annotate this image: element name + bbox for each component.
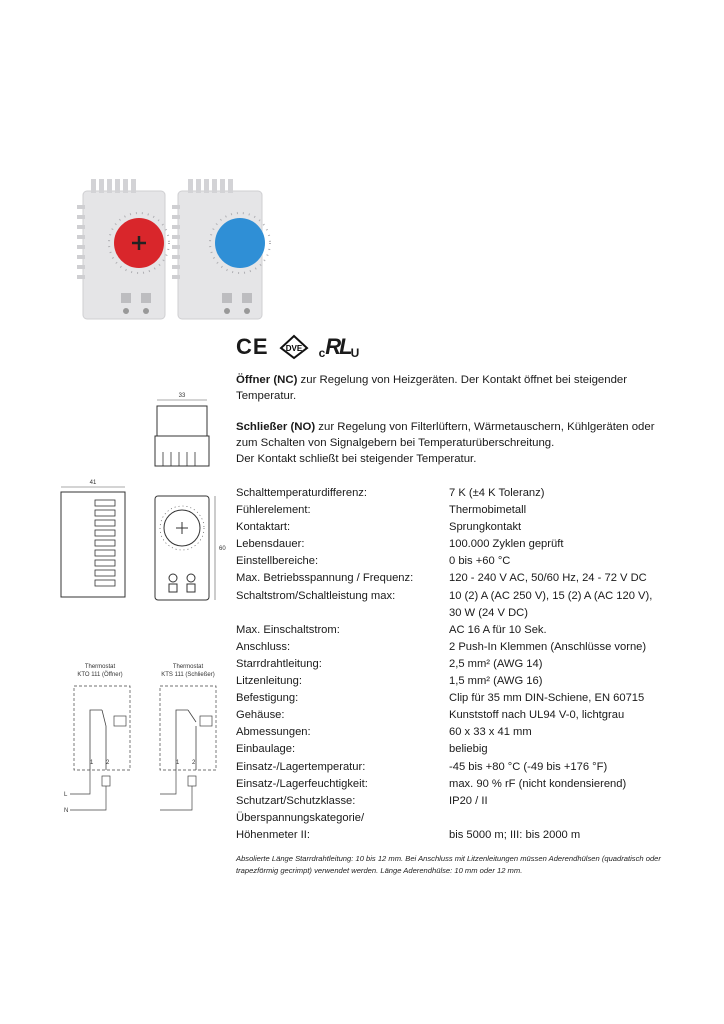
product-image-kto-red xyxy=(77,175,169,325)
spec-row xyxy=(236,553,676,570)
spec-label: Abmessungen: xyxy=(236,726,311,739)
svg-text:KTO 111 (Öffner): KTO 111 (Öffner) xyxy=(77,672,123,678)
spec-label: Gehäuse: xyxy=(236,709,285,722)
nc-description: Öffner (NC) zur Regelung von Heizgeräten. Der Kontakt öffnet bei steigender Temperatur. xyxy=(236,374,628,402)
spec-label: Befestigung: xyxy=(236,692,299,705)
spec-value: AC 16 A für 10 Sek. xyxy=(449,623,547,636)
spec-row xyxy=(236,776,676,793)
spec-label: Max. Betriebsspannung / Frequenz: xyxy=(236,572,414,585)
spec-row xyxy=(236,622,676,639)
svg-text:33: 33 xyxy=(178,393,186,399)
spec-row xyxy=(236,502,676,519)
spec-value: beliebig xyxy=(449,743,488,756)
spec-row xyxy=(236,724,676,741)
svg-text:N: N xyxy=(64,808,69,814)
spec-label: Überspannungskategorie/ Höhenmeter II: xyxy=(236,811,365,841)
spec-label: Max. Einschaltstrom: xyxy=(236,623,340,636)
product-image-kts-blue xyxy=(172,175,266,325)
ul-mark-icon: c RL U xyxy=(318,334,360,360)
svg-text:2: 2 xyxy=(106,760,110,766)
spec-row xyxy=(236,588,676,622)
spec-label: Einbaulage: xyxy=(236,743,296,756)
spec-row xyxy=(236,570,676,587)
spec-value: 1,5 mm² (AWG 16) xyxy=(449,675,543,688)
spec-value: max. 90 % rF (nicht kondensierend) xyxy=(449,777,627,790)
spec-value: 120 - 240 V AC, 50/60 Hz, 24 - 72 V DC xyxy=(449,572,647,585)
svg-text:60: 60 xyxy=(219,546,226,552)
svg-text:1: 1 xyxy=(176,760,180,766)
spec-label: Schaltstrom/Schaltleistung max: xyxy=(236,589,396,602)
vde-mark-icon xyxy=(279,334,309,360)
spec-value: 2,5 mm² (AWG 14) xyxy=(449,657,543,670)
no-description: Schließer (NO) zur Regelung von Filterlüftern, Wärmetauschern, Kühlgeräten oder zum Schalten von Signalgebern bei Temperaturüberschreitung. Der Kontakt schließt bei steigender Temperatur. xyxy=(236,421,655,465)
spec-value: 100.000 Zyklen geprüft xyxy=(449,538,564,551)
footnote: Absolierte Länge Starrdrahtleitung: 10 bis 12 mm. Bei Anschluss mit Litzenleitungen müssen Aderendhülsen (quadratisch oder trapezförmig gecrimpt) verwendet werden. Länge Aderendhülse: 10 mm oder 12 mm. xyxy=(236,854,661,875)
svg-text:2: 2 xyxy=(192,760,196,766)
spec-value: 60 x 33 x 41 mm xyxy=(449,726,532,739)
spec-label: Einsatz-/Lagerfeuchtigkeit: xyxy=(236,777,368,790)
spec-value: IP20 / II xyxy=(449,794,488,807)
spec-value: Kunststoff nach UL94 V-0, lichtgrau xyxy=(449,709,625,722)
spec-label: Anschluss: xyxy=(236,640,291,653)
spec-value: Clip für 35 mm DIN-Schiene, EN 60715 xyxy=(449,692,645,705)
spec-label: Starrdrahtleitung: xyxy=(236,657,322,670)
spec-row xyxy=(236,759,676,776)
dimension-drawing xyxy=(55,392,225,607)
spec-row xyxy=(236,793,676,810)
spec-label: Einstellbereiche: xyxy=(236,555,319,568)
spec-row xyxy=(236,673,676,690)
svg-text:1: 1 xyxy=(90,760,94,766)
spec-value: 10 (2) A (AC 250 V), 15 (2) A (AC 120 V), 30 W (24 V DC) xyxy=(449,589,653,619)
spec-value: 7 K (±4 K Toleranz) xyxy=(449,487,545,499)
spec-label: Einsatz-/Lagertemperatur: xyxy=(236,760,366,773)
spec-row xyxy=(236,485,676,502)
spec-label: Kontaktart: xyxy=(236,521,291,534)
spec-row xyxy=(236,656,676,673)
spec-value: -45 bis +80 °C (-49 bis +176 °F) xyxy=(449,760,608,773)
spec-label: Litzenleitung: xyxy=(236,675,302,688)
spec-row xyxy=(236,639,676,656)
spec-value: Thermobimetall xyxy=(449,504,527,517)
spec-value: 2 Push-In Klemmen (Anschlüsse vorne) xyxy=(449,640,647,653)
spec-label: Fühlerelement: xyxy=(236,504,311,517)
spec-value: Sprungkontakt xyxy=(449,521,522,534)
spec-value: 0 bis +60 °C xyxy=(449,555,511,568)
svg-text:Thermostat: Thermostat xyxy=(84,664,116,670)
svg-text:Thermostat: Thermostat xyxy=(172,664,204,670)
spec-row xyxy=(236,536,676,553)
spec-label: Schutzart/Schutzklasse: xyxy=(236,794,356,807)
ce-mark-icon: CE xyxy=(236,334,269,359)
spec-row xyxy=(236,741,676,758)
certification-marks xyxy=(236,333,359,361)
spec-row xyxy=(236,690,676,707)
svg-text:KTS 111 (Schließer): KTS 111 (Schließer) xyxy=(161,672,215,678)
spec-row xyxy=(236,519,676,536)
spec-label: Lebensdauer: xyxy=(236,538,305,551)
spec-value: bis 5000 m; III: bis 2000 m xyxy=(449,828,581,841)
svg-text:DVE: DVE xyxy=(285,344,302,353)
specification-table xyxy=(236,485,676,844)
spec-row xyxy=(236,707,676,724)
svg-text:41: 41 xyxy=(89,480,97,486)
spec-row xyxy=(236,810,676,844)
spec-label: Schalttemperaturdifferenz: xyxy=(236,487,368,499)
svg-text:L: L xyxy=(64,792,68,798)
wiring-schematics xyxy=(60,660,230,820)
